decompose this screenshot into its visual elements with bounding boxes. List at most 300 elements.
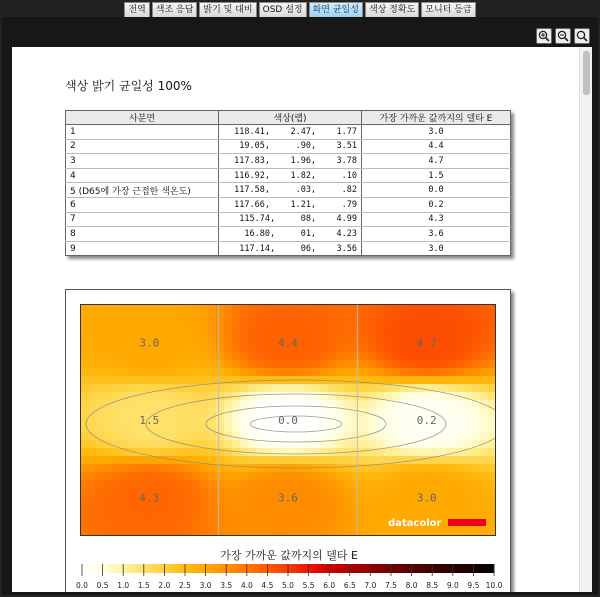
heatmap-pixel (480, 312, 489, 321)
heatmap-pixel (304, 368, 313, 377)
heatmap-pixel (120, 328, 129, 337)
heatmap-pixel (336, 512, 345, 521)
heatmap-pixel (192, 360, 201, 369)
heatmap-pixel (280, 520, 289, 529)
cell-value-label: 3.6 (278, 491, 298, 505)
heatmap-pixel (80, 472, 89, 481)
heatmap-pixel (184, 416, 193, 425)
heatmap-pixel (448, 408, 457, 417)
heatmap-pixel (192, 408, 201, 417)
heatmap-pixel (176, 360, 185, 369)
heatmap-pixel (272, 320, 281, 329)
heatmap-pixel (168, 352, 177, 361)
heatmap-pixel (288, 472, 297, 481)
zoom-in-button[interactable] (536, 28, 552, 44)
heatmap-pixel (120, 440, 129, 449)
heatmap-pixel (472, 528, 481, 536)
heatmap-pixel (480, 448, 489, 457)
heatmap-pixel (248, 376, 257, 385)
heatmap-pixel (360, 320, 369, 329)
heatmap-pixel (248, 520, 257, 529)
heatmap-pixel (264, 448, 273, 457)
heatmap-pixel (488, 520, 496, 529)
heatmap-pixel (392, 488, 401, 497)
heatmap-pixel (248, 488, 257, 497)
heatmap-pixel (168, 408, 177, 417)
heatmap-pixel (440, 472, 449, 481)
table-row (66, 139, 511, 154)
heatmap-pixel (216, 304, 225, 313)
heatmap-pixel (392, 376, 401, 385)
heatmap-pixel (464, 360, 473, 369)
heatmap-pixel (368, 504, 377, 513)
heatmap-pixel (272, 480, 281, 489)
heatmap-pixel (384, 320, 393, 329)
heatmap-pixel (80, 368, 89, 377)
heatmap-pixel (352, 304, 361, 313)
heatmap-pixel (216, 336, 225, 345)
heatmap-pixel (88, 376, 97, 385)
scale-swatch (317, 564, 322, 573)
heatmap-pixel (400, 336, 409, 345)
heatmap-pixel (376, 472, 385, 481)
heatmap-pixel (464, 472, 473, 481)
heatmap-pixel (336, 304, 345, 313)
heatmap-pixel (240, 344, 249, 353)
heatmap-pixel (336, 360, 345, 369)
heatmap-pixel (224, 448, 233, 457)
heatmap-pixel (320, 344, 329, 353)
heatmap-pixel (408, 408, 417, 417)
heatmap-pixel (400, 504, 409, 513)
cell-value-label: 0.0 (278, 414, 298, 427)
heatmap-pixel (392, 408, 401, 417)
scale-swatch (177, 564, 182, 573)
heatmap-pixel (216, 392, 225, 401)
heatmap-pixel (144, 480, 153, 489)
heatmap-pixel (256, 304, 265, 313)
heatmap-pixel (224, 456, 233, 465)
heatmap-pixel (272, 520, 281, 529)
heatmap-pixel (88, 504, 97, 513)
heatmap-pixel (360, 496, 369, 505)
scale-tick-label: 0.5 (96, 581, 109, 590)
heatmap-pixel (320, 512, 329, 521)
heatmap-pixel (232, 472, 241, 481)
heatmap-pixel (448, 528, 457, 536)
heatmap-pixel (192, 464, 201, 473)
heatmap-pixel (320, 464, 329, 473)
heatmap-pixel (304, 496, 313, 505)
zoom-toolbar (536, 28, 590, 44)
heatmap-pixel (256, 416, 265, 425)
heatmap-pixel (272, 368, 281, 377)
quadrant-cell: 4 (66, 168, 219, 183)
heatmap-pixel (368, 392, 377, 401)
heatmap-pixel (184, 336, 193, 345)
heatmap-pixel (208, 360, 217, 369)
heatmap-pixel (168, 360, 177, 369)
heatmap-pixel (368, 440, 377, 449)
heatmap-pixel (112, 368, 121, 377)
heatmap-pixel (200, 528, 209, 536)
heatmap-pixel (280, 456, 289, 465)
heatmap-pixel (192, 448, 201, 457)
heatmap-pixel (232, 504, 241, 513)
heatmap-pixel (216, 344, 225, 353)
heatmap-pixel (472, 336, 481, 345)
heatmap-pixel (96, 528, 105, 536)
heatmap-pixel (432, 448, 441, 457)
heatmap-pixel (256, 480, 265, 489)
heatmap-pixel (96, 304, 105, 313)
scale-swatch (358, 564, 363, 573)
heatmap-pixel (200, 336, 209, 345)
heatmap-pixel (320, 360, 329, 369)
heatmap-pixel (384, 344, 393, 353)
heatmap-pixel (256, 488, 265, 497)
heatmap-pixel (344, 480, 353, 489)
scale-swatch (111, 564, 116, 573)
zoom-out-button[interactable] (555, 28, 571, 44)
heatmap-pixel (96, 352, 105, 361)
heatmap-pixel (320, 320, 329, 329)
heatmap-pixel (184, 376, 193, 385)
heatmap-pixel (144, 376, 153, 385)
heatmap-pixel (256, 440, 265, 449)
heatmap-pixel (416, 448, 425, 457)
heatmap-pixel (288, 360, 297, 369)
tab-4[interactable]: 화면 균일성 (309, 2, 363, 17)
heatmap-pixel (416, 480, 425, 489)
heatmap-pixel (168, 328, 177, 337)
heatmap-pixel (216, 400, 225, 409)
heatmap-pixel (392, 312, 401, 321)
heatmap-pixel (232, 344, 241, 353)
scale-swatch (169, 564, 174, 573)
heatmap-pixel (104, 448, 113, 457)
heatmap-pixel (304, 328, 313, 337)
heatmap-pixel (208, 528, 217, 536)
heatmap-pixel (392, 416, 401, 425)
heatmap-pixel (440, 344, 449, 353)
scale-tick-label: 9.0 (446, 581, 459, 590)
heatmap-pixel (208, 320, 217, 329)
heatmap-pixel (160, 344, 169, 353)
heatmap-pixel (472, 360, 481, 369)
heatmap-pixel (384, 328, 393, 337)
heatmap-pixel (104, 384, 113, 393)
tab-5[interactable]: 색상 정확도 (365, 2, 419, 17)
heatmap-pixel (272, 392, 281, 401)
heatmap-pixel (272, 528, 281, 536)
zoom-fit-button[interactable] (574, 28, 590, 44)
cell-value-label: 4.4 (278, 336, 298, 350)
heatmap-pixel (264, 312, 273, 321)
heatmap-pixel (416, 464, 425, 473)
scale-swatch (395, 564, 400, 573)
heatmap-pixel (336, 376, 345, 385)
heatmap-pixel (232, 520, 241, 529)
heatmap-pixel (472, 344, 481, 353)
heatmap-pixel (96, 400, 105, 409)
heatmap-pixel (280, 432, 289, 441)
heatmap-pixel (176, 352, 185, 361)
heatmap-pixel (392, 368, 401, 377)
heatmap-pixel (432, 368, 441, 377)
heatmap-pixel (80, 504, 89, 513)
tab-0[interactable]: 전역 (124, 2, 149, 17)
heatmap-pixel (352, 312, 361, 321)
heatmap-pixel (488, 376, 496, 385)
heatmap-pixel (456, 336, 465, 345)
heatmap-pixel (208, 504, 217, 513)
scale-swatch (82, 564, 87, 573)
heatmap-pixel (176, 440, 185, 449)
heatmap-pixel (200, 472, 209, 481)
heatmap-pixel (344, 472, 353, 481)
heatmap-pixel (248, 512, 257, 521)
heatmap-pixel (448, 440, 457, 449)
heatmap-pixel (312, 304, 321, 313)
heatmap-pixel (128, 456, 137, 465)
heatmap-pixel (80, 480, 89, 489)
heatmap-pixel (456, 416, 465, 425)
heatmap-pixel (296, 368, 305, 377)
scale-swatch (210, 564, 215, 573)
heatmap-pixel (256, 384, 265, 393)
heatmap-pixel (368, 400, 377, 409)
heatmap-pixel (440, 328, 449, 337)
heatmap-pixel (96, 464, 105, 473)
quadrant-cell: 7 (66, 212, 219, 227)
heatmap-pixel (88, 368, 97, 377)
tab-2[interactable]: 밝기 및 대비 (199, 2, 256, 17)
heatmap-pixel (344, 360, 353, 369)
heatmap-pixel (304, 312, 313, 321)
heatmap-pixel (184, 432, 193, 441)
scale-swatch (473, 564, 478, 573)
heatmap-pixel (224, 416, 233, 425)
heatmap-pixel (88, 416, 97, 425)
heatmap-pixel (480, 504, 489, 513)
heatmap-pixel (104, 424, 113, 433)
heatmap-pixel (440, 504, 449, 513)
heatmap-pixel (104, 312, 113, 321)
heatmap-pixel (184, 496, 193, 505)
heatmap-pixel (392, 344, 401, 353)
heatmap-pixel (328, 480, 337, 489)
heatmap-pixel (96, 488, 105, 497)
heatmap-pixel (104, 360, 113, 369)
heatmap-pixel (248, 528, 257, 536)
heatmap-pixel (480, 320, 489, 329)
heatmap-pixel (112, 480, 121, 489)
heatmap-pixel (336, 352, 345, 361)
heatmap-pixel (400, 384, 409, 393)
heatmap-pixel (80, 432, 89, 441)
heatmap-pixel (272, 432, 281, 441)
heatmap-pixel (488, 336, 496, 345)
heatmap-pixel (96, 384, 105, 393)
quadrant-cell: 6 (66, 197, 219, 212)
page-title: 색상 밝기 균일성 100% (65, 79, 192, 93)
heatmap-pixel (128, 312, 137, 321)
heatmap-pixel (440, 488, 449, 497)
vertical-scrollbar[interactable] (579, 47, 592, 592)
heatmap-pixel (96, 472, 105, 481)
heatmap-pixel (328, 528, 337, 536)
heatmap-pixel (384, 480, 393, 489)
delta-e-cell: 4.3 (362, 212, 511, 227)
heatmap-pixel (448, 504, 457, 513)
heatmap-pixel (376, 496, 385, 505)
cell-value-label: 4.7 (416, 336, 437, 350)
heatmap-pixel (312, 312, 321, 321)
heatmap-pixel (328, 488, 337, 497)
heatmap-pixel (208, 304, 217, 313)
scale-tick-label: 2.0 (158, 581, 171, 590)
heatmap-pixel (184, 472, 193, 481)
lab-cell: 16.80, 01, 4.23 (219, 227, 362, 242)
heatmap-pixel (288, 480, 297, 489)
scale-swatch (94, 564, 99, 573)
heatmap-pixel (280, 368, 289, 377)
heatmap-pixel (312, 400, 321, 409)
heatmap-pixel (384, 360, 393, 369)
heatmap-pixel (328, 440, 337, 449)
heatmap-pixel (272, 464, 281, 473)
heatmap-pixel (184, 392, 193, 401)
heatmap-pixel (424, 464, 433, 473)
scale-swatch (383, 564, 388, 573)
heatmap-pixel (472, 304, 481, 313)
heatmap-pixel (456, 360, 465, 369)
heatmap-pixel (408, 392, 417, 401)
heatmap-pixel (104, 432, 113, 441)
heatmap-pixel (384, 304, 393, 313)
heatmap-pixel (320, 352, 329, 361)
heatmap-pixel (456, 464, 465, 473)
scale-tick-label: 3.0 (199, 581, 212, 590)
heatmap-pixel (352, 496, 361, 505)
heatmap-pixel (480, 392, 489, 401)
heatmap-pixel (208, 464, 217, 473)
heatmap-pixel (464, 424, 473, 433)
heatmap-pixel (472, 424, 481, 433)
heatmap-pixel (224, 376, 233, 385)
heatmap-pixel (400, 360, 409, 369)
heatmap-pixel (128, 352, 137, 361)
heatmap-pixel (240, 496, 249, 505)
heatmap-pixel (128, 520, 137, 529)
heatmap-pixel (456, 408, 465, 417)
heatmap-pixel (112, 328, 121, 337)
heatmap-pixel (456, 368, 465, 377)
heatmap-pixel (352, 504, 361, 513)
heatmap-pixel (216, 384, 225, 393)
heatmap-pixel (232, 440, 241, 449)
heatmap-pixel (448, 400, 457, 409)
heatmap-pixel (200, 328, 209, 337)
heatmap-pixel (384, 488, 393, 497)
heatmap-pixel (360, 384, 369, 393)
heatmap-pixel (264, 520, 273, 529)
heatmap-pixel (240, 424, 249, 433)
heatmap-pixel (96, 376, 105, 385)
heatmap-pixel (168, 464, 177, 473)
heatmap-pixel (456, 496, 465, 505)
heatmap-pixel (88, 432, 97, 441)
heatmap-pixel (112, 520, 121, 529)
heatmap-pixel (488, 528, 496, 536)
heatmap-pixel (400, 424, 409, 433)
heatmap-pixel (280, 328, 289, 337)
heatmap-pixel (408, 440, 417, 449)
heatmap-pixel (176, 320, 185, 329)
heatmap-pixel (96, 344, 105, 353)
heatmap-pixel (304, 392, 313, 401)
heatmap-pixel (232, 424, 241, 433)
heatmap-pixel (184, 312, 193, 321)
delta-e-cell: 4.4 (362, 139, 511, 154)
heatmap-pixel (320, 328, 329, 337)
heatmap-pixel (424, 384, 433, 393)
heatmap-pixel (160, 480, 169, 489)
heatmap-pixel (240, 384, 249, 393)
heatmap-pixel (240, 512, 249, 521)
heatmap-pixel (168, 416, 177, 425)
heatmap-pixel (320, 392, 329, 401)
heatmap-pixel (192, 368, 201, 377)
heatmap-pixel (144, 512, 153, 521)
heatmap-pixel (104, 304, 113, 313)
heatmap-pixel (192, 392, 201, 401)
heatmap-pixel (288, 432, 297, 441)
scrollbar-thumb[interactable] (583, 51, 590, 95)
heatmap-pixel (160, 320, 169, 329)
scale-swatch (461, 564, 466, 573)
heatmap-pixel (480, 488, 489, 497)
heatmap-pixel (184, 304, 193, 313)
heatmap-pixel (440, 480, 449, 489)
heatmap-pixel (248, 304, 257, 313)
heatmap-pixel (272, 456, 281, 465)
heatmap-pixel (296, 360, 305, 369)
heatmap-pixel (296, 504, 305, 513)
heatmap-pixel (352, 400, 361, 409)
heatmap-pixel (192, 304, 201, 313)
tab-1[interactable]: 색조 응답 (152, 2, 198, 17)
heatmap-pixel (456, 400, 465, 409)
heatmap-pixel (464, 384, 473, 393)
heatmap-pixel (248, 360, 257, 369)
heatmap-pixel (224, 504, 233, 513)
heatmap-pixel (448, 360, 457, 369)
heatmap-pixel (96, 328, 105, 337)
heatmap-pixel (104, 512, 113, 521)
heatmap-pixel (144, 440, 153, 449)
quadrant-cell: 3 (66, 154, 219, 169)
tab-3[interactable]: OSD 설정 (259, 2, 307, 17)
heatmap-pixel (368, 512, 377, 521)
scale-tick-label: 6.0 (323, 581, 336, 590)
heatmap-pixel (344, 320, 353, 329)
scale-swatch (107, 564, 112, 573)
heatmap-pixel (464, 488, 473, 497)
heatmap-pixel (352, 432, 361, 441)
tab-6[interactable]: 모니터 등급 (421, 2, 475, 17)
